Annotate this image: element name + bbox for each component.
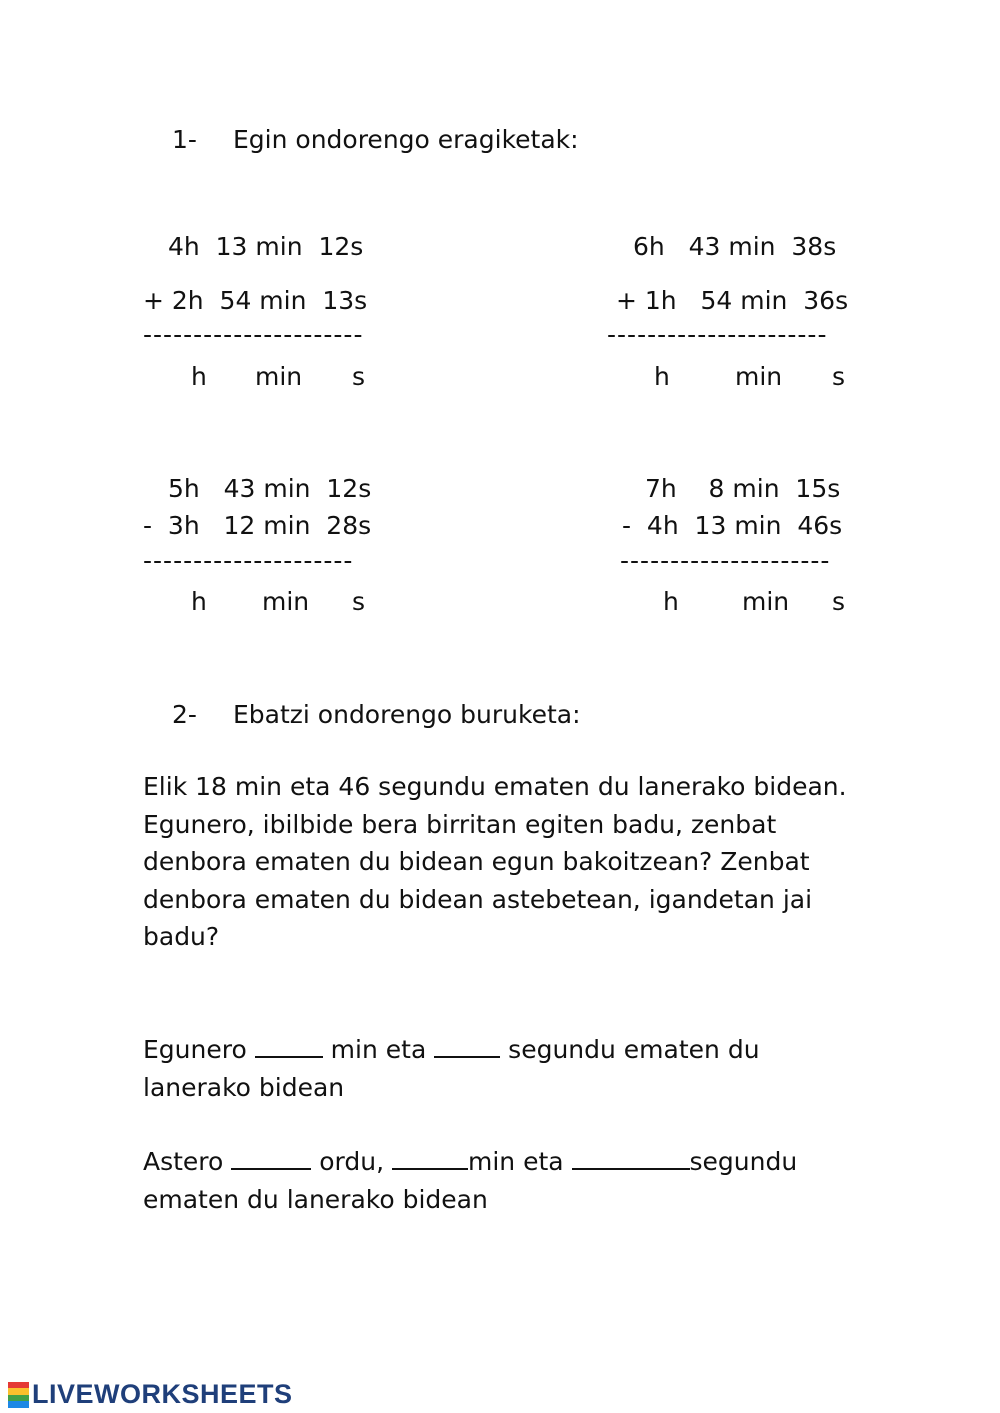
problem-line1: 7h 8 min 15s [645, 474, 841, 503]
answer-daily-minutes-blank[interactable] [255, 1034, 323, 1058]
answer-weekly-text-4: segundu ematen du lanerako bidean [143, 1147, 798, 1214]
problem-line2: + 1h 54 min 36s [616, 286, 849, 315]
unit-seconds: s [352, 587, 366, 616]
unit-seconds: s [832, 362, 846, 391]
answer-weekly-seconds-blank[interactable] [572, 1146, 690, 1170]
problem-separator: --------------------- [620, 546, 831, 575]
problem-line2: - 3h 12 min 28s [143, 511, 372, 540]
answer-weekly-text-2: ordu, [311, 1147, 392, 1176]
problem-separator: ---------------------- [607, 320, 828, 349]
logo-badge-icon [8, 1382, 29, 1408]
problem-separator: ---------------------- [143, 320, 364, 349]
unit-hours: h [191, 587, 207, 616]
problem-separator: --------------------- [143, 546, 354, 575]
answer-weekly-hours-blank[interactable] [231, 1146, 311, 1170]
problem-line2: - 4h 13 min 46s [622, 511, 843, 540]
logo-stripe-4 [8, 1401, 29, 1408]
unit-seconds: s [352, 362, 366, 391]
answer-daily [143, 1031, 863, 1106]
answer-weekly-text-3: min eta [467, 1147, 572, 1176]
unit-hours: h [191, 362, 207, 391]
problem-line1: 4h 13 min 12s [168, 232, 364, 261]
problem-text: Elik 18 min eta 46 segundu ematen du lanerako bidean. Egunero, ibilbide bera birritan egiten badu, zenbat denbora ematen du bidean egun bakoitzean? Zenbat denbora ematen du bidean astebetean, igandetan jai badu? [143, 772, 847, 951]
section1-title: Egin ondorengo eragiketak: [233, 125, 579, 154]
liveworksheets-logo [8, 1381, 293, 1408]
section2-title: Ebatzi ondorengo buruketa: [233, 700, 581, 729]
unit-minutes: min [262, 587, 310, 616]
unit-minutes: min [255, 362, 303, 391]
logo-text: LIVEWORKSHEETS [32, 1379, 293, 1409]
section1-number: 1- [172, 125, 197, 154]
answer-daily-seconds-blank[interactable] [434, 1034, 500, 1058]
unit-minutes: min [735, 362, 783, 391]
answer-daily-text-2: min eta [322, 1035, 435, 1064]
answer-daily-text-3: segundu ematen du lanerako bidean [143, 1035, 760, 1102]
unit-minutes: min [742, 587, 790, 616]
problem-line2: + 2h 54 min 13s [143, 286, 368, 315]
unit-hours: h [663, 587, 679, 616]
answer-weekly [143, 1143, 863, 1218]
problem-line1: 6h 43 min 38s [633, 232, 837, 261]
unit-hours: h [654, 362, 670, 391]
section2-number: 2- [172, 700, 197, 729]
problem-line1: 5h 43 min 12s [168, 474, 372, 503]
unit-seconds: s [832, 587, 846, 616]
answer-weekly-minutes-blank[interactable] [392, 1146, 468, 1170]
answer-weekly-text-1: Astero [143, 1147, 232, 1176]
answer-daily-text-1: Egunero [143, 1035, 255, 1064]
